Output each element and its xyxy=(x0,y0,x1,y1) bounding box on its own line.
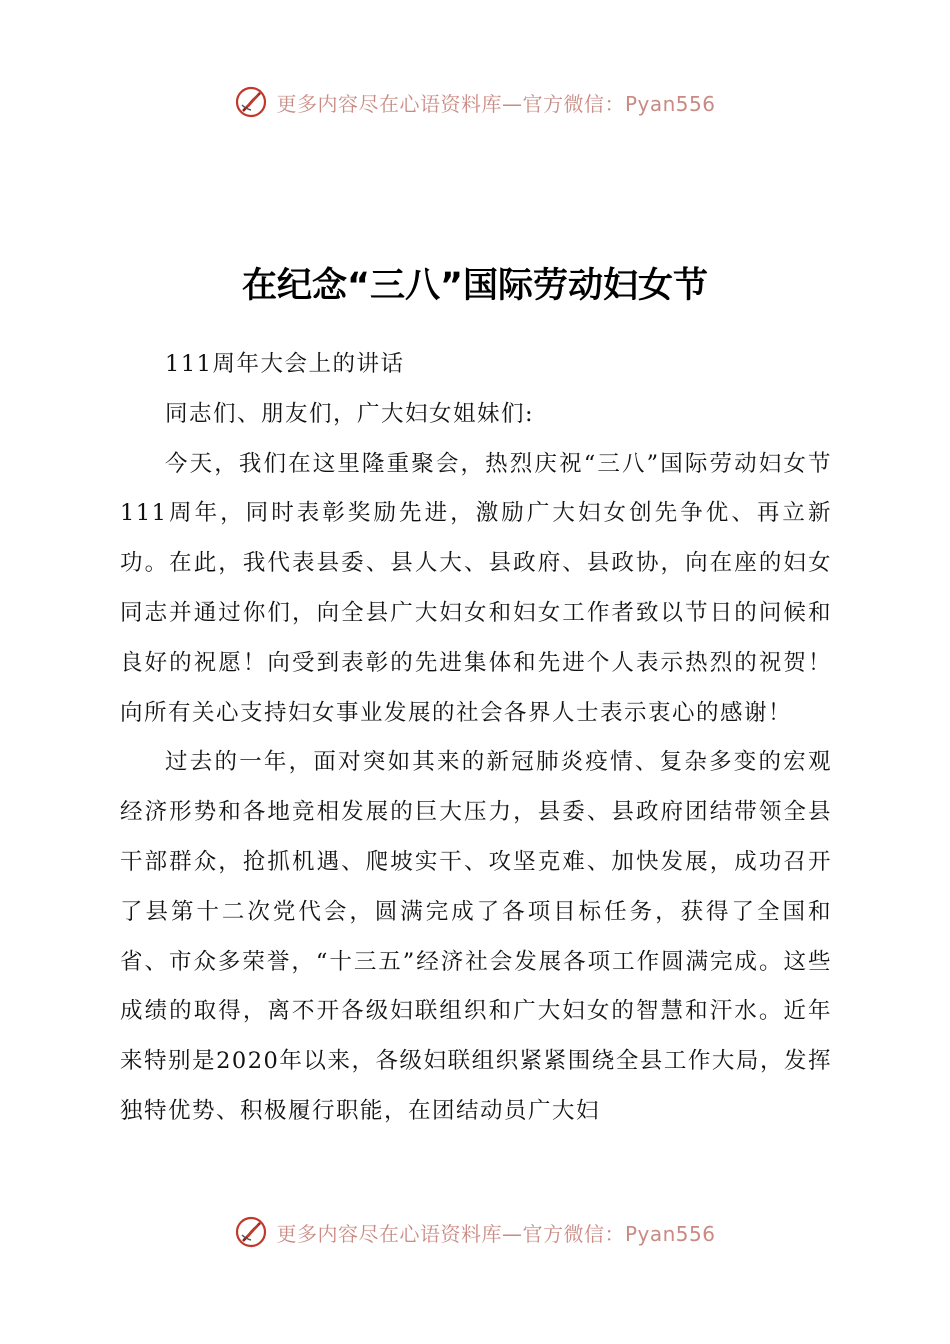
body-paragraph: 今天，我们在这里隆重聚会，热烈庆祝“三八”国际劳动妇女节111周年，同时表彰奖励先进，激励广大妇女创先争优、再立新功。在此，我代表县委、县人大、县政府、县政协，向在座的妇女同志并通过你们，向全县广大妇女和妇女工作者致以节日的问候和良好的祝愿！向受到表彰的先进集体和先进个人表示热烈的祝贺！向所有关心支持妇女事业发展的社会各界人士表示衷心的感谢！ xyxy=(120,450,832,726)
quill-logo-icon xyxy=(234,1215,268,1249)
salutation-paragraph: 同志们、朋友们，广大妇女姐妹们: xyxy=(165,400,535,427)
header-banner xyxy=(0,82,950,122)
quill-logo-icon xyxy=(234,85,268,119)
header-banner-text: 更多内容尽在心语资料库—官方微信：Pyan556 xyxy=(276,91,716,116)
document-body xyxy=(120,340,832,1137)
footer-banner xyxy=(0,1212,950,1252)
footer-banner-text: 更多内容尽在心语资料库—官方微信：Pyan556 xyxy=(276,1221,716,1246)
document-title: 在纪念“三八”国际劳动妇女节 xyxy=(241,266,708,306)
subtitle-paragraph: 111周年大会上的讲话 xyxy=(165,351,405,377)
body-paragraph: 过去的一年，面对突如其来的新冠肺炎疫情、复杂多变的宏观经济形势和各地竞相发展的巨大压力，县委、县政府团结带领全县干部群众，抢抓机遇、爬坡实干、攻坚克难、加快发展，成功召开了县第十二次党代会，圆满完成了各项目标任务，获得了全国和省、市众多荣誉，“十三五”经济社会发展各项工作圆满完成。这些成绩的取得，离不开各级妇联组织和广大妇女的智慧和汗水。近年来特别是2020年以来，各级妇联组织紧紧围绕全县工作大局，发挥独特优势、积极履行职能，在团结动员广大妇 xyxy=(120,749,832,1124)
